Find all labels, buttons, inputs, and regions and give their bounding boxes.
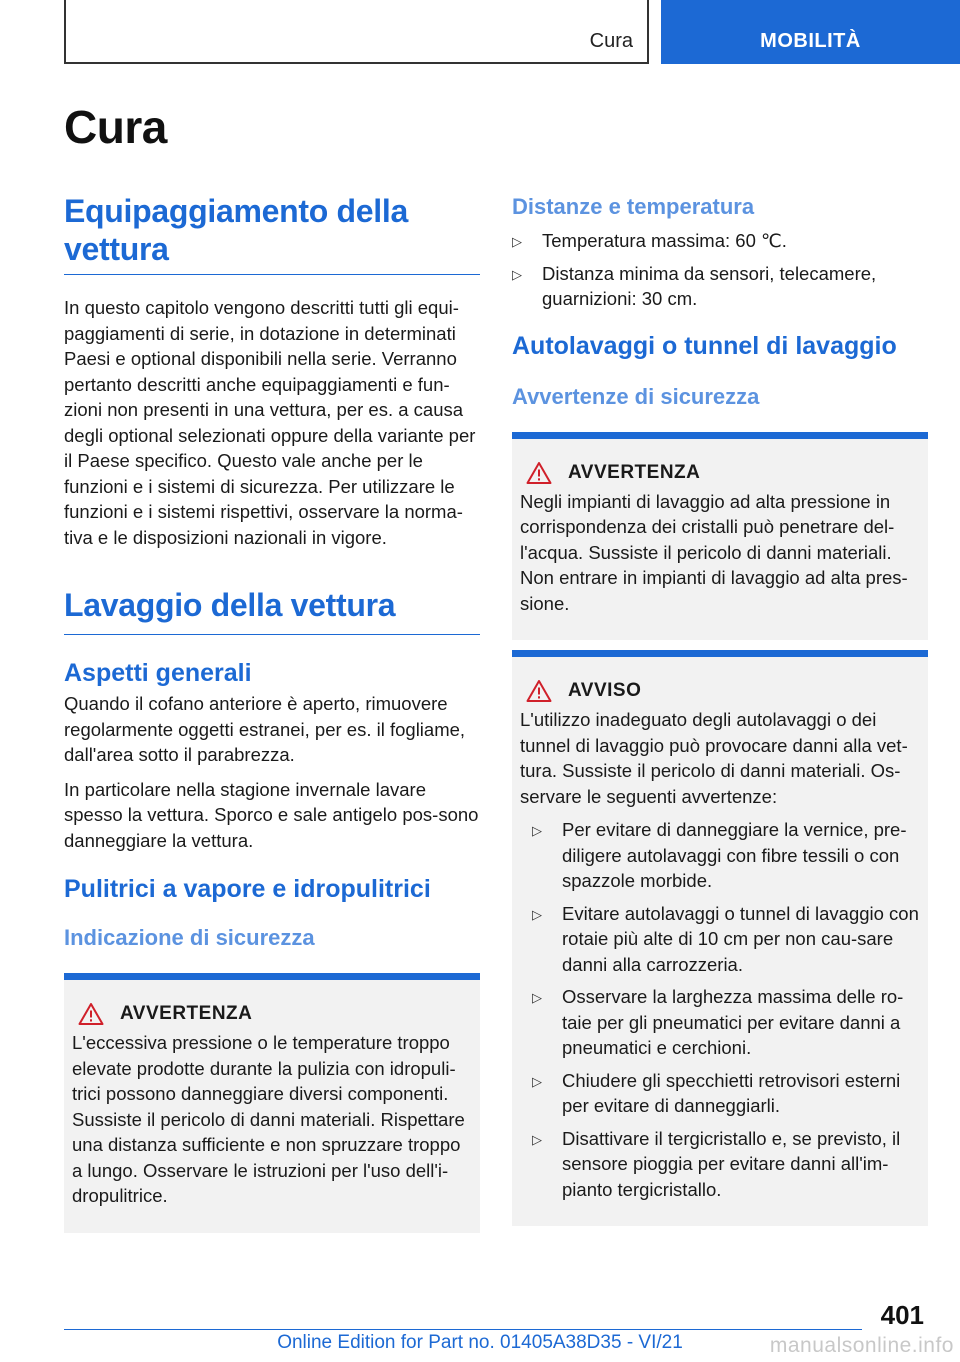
page-number: 401 [880,1300,924,1330]
warning-triangle-icon [78,1002,104,1026]
list-item: ▷ Temperatura massima: 60 ℃. [512,228,928,254]
heading-avvertenze-sicurezza: Avvertenze di sicurezza [512,383,760,409]
heading-pulitrici: Pulitrici a vapore e idropulitrici [64,875,431,903]
notice-list [532,817,920,1202]
divider [64,634,480,635]
list-item: ▷ Disattivare il tergicristallo e, se previsto, il sensore pioggia per evitare danni all'im-pianto tergicristallo. [532,1127,901,1200]
warning-box-alta-pressione [512,432,928,641]
heading-distanze: Distanze e temperatura [512,194,755,219]
warning-header [526,461,920,485]
header-section-tab [64,0,649,64]
notice-text: L'utilizzo inadeguato degli autolavaggi o dei tunnel di lavaggio può provocare danni alla vet-tura. Sussiste il pericolo di danni materiali. Os-servare le seguenti avvertenze: [520,709,908,807]
heading-indicazione-sicurezza: Indicazione di sicurezza [64,925,315,950]
divider [64,274,480,275]
warning-text: L'eccessiva pressione o le temperature troppo elevate prodotte durante la pulizia con idropuli-trici possono danneggiare diversi componenti. Sussiste il pericolo di danni materiali. Rispettare una distanza sufficiente e non spruzzare troppo a lungo. Osservare le istruzioni per l'uso dell'i-dropulitrice. [72,1032,465,1206]
notice-title: AVVISO [568,680,642,701]
notice-header [526,679,920,703]
warning-header [78,1002,472,1026]
watermark: manualsonline.info [769,1334,954,1357]
warning-title: AVVERTENZA [120,1003,253,1024]
paragraph-aspetti-2: In particolare nella stagione invernale lavare spesso la vettura. Sporco e sale antigelo pos-sono danneggiare la vettura. [64,778,479,851]
heading-equipaggiamento: Equipaggiamento della vettura [64,193,408,267]
page-title: Cura [64,101,167,153]
list-item: ▷ Per evitare di danneggiare la vernice, pre-diligere autolavaggi con fibre tessili o con spazzole morbide. [532,819,907,891]
warning-box-idropulitrici [64,973,480,1233]
right-column [512,192,928,1226]
notice-box-autolavaggi [512,650,928,1226]
distanze-list [512,228,928,312]
triangle-bullet-icon: ▷ [532,823,542,838]
paragraph-equipaggiamento: In questo capitolo vengono descritti tutti gli equi-paggiamenti di serie, in dotazione in determinati Paesi e optional disponibili nella serie. Verranno pertanto descritti anche equipaggiamenti e fun-zioni non presenti in una vettura, per es. a causa degli optional selezionati oppure della variante per il Paese specifico. Questo vale anche per le funzioni e i sistemi di sicurezza. Per utilizzare le funzioni e i sistemi rispettivi, osservare la norma-tiva e le disposizioni nazionali in vigore. [64,297,476,548]
warning-title: AVVERTENZA [568,461,701,483]
triangle-bullet-icon: ▷ [532,990,542,1005]
triangle-bullet-icon: ▷ [512,234,522,249]
triangle-bullet-icon: ▷ [532,1131,542,1147]
triangle-bullet-icon: ▷ [532,1073,542,1089]
list-item: ▷ Chiudere gli specchietti retrovisori esterni per evitare di danneggiarli. [532,1069,901,1116]
header-chapter-tab [661,0,960,64]
footer-edition: Online Edition for Part no. 01405A38D35 - VI/21 [277,1332,683,1353]
warning-triangle-icon [526,461,552,485]
list-item: ▷ Distanza minima da sensori, telecamere, guarnizioni: 30 cm. [512,262,877,309]
triangle-bullet-icon: ▷ [512,266,522,282]
triangle-bullet-icon: ▷ [532,906,542,922]
warning-triangle-icon [526,679,552,703]
left-column [64,192,480,1233]
warning-text: Negli impianti di lavaggio ad alta pressione in corrispondenza dei cristalli può penetrare del-l'acqua. Sussiste il pericolo di danni materiali. Non entrare in impianti di lavaggio ad alta pres-sione. [520,490,908,614]
header-chapter-label: MOBILITÀ [760,30,861,52]
list-item: ▷ Osservare la larghezza massima delle ro-taie per gli pneumatici per evitare danni a pneumatici e cerchioni. [532,986,904,1058]
heading-aspetti-generali: Aspetti generali [64,659,252,687]
footer-divider [64,1329,862,1330]
paragraph-aspetti-1: Quando il cofano anteriore è aperto, rimuovere regolarmente oggetti estranei, per es. il fogliame, dall'area sotto il parabrezza. [64,693,466,765]
list-item: ▷ Evitare autolavaggi o tunnel di lavaggio con rotaie più alte di 10 cm per non cau-sare danni alla carrozzeria. [532,902,919,975]
heading-lavaggio: Lavaggio della vettura [64,587,396,623]
header-section-label: Cura [589,30,633,52]
heading-autolavaggi: Autolavaggi o tunnel di lavaggio [512,331,897,360]
